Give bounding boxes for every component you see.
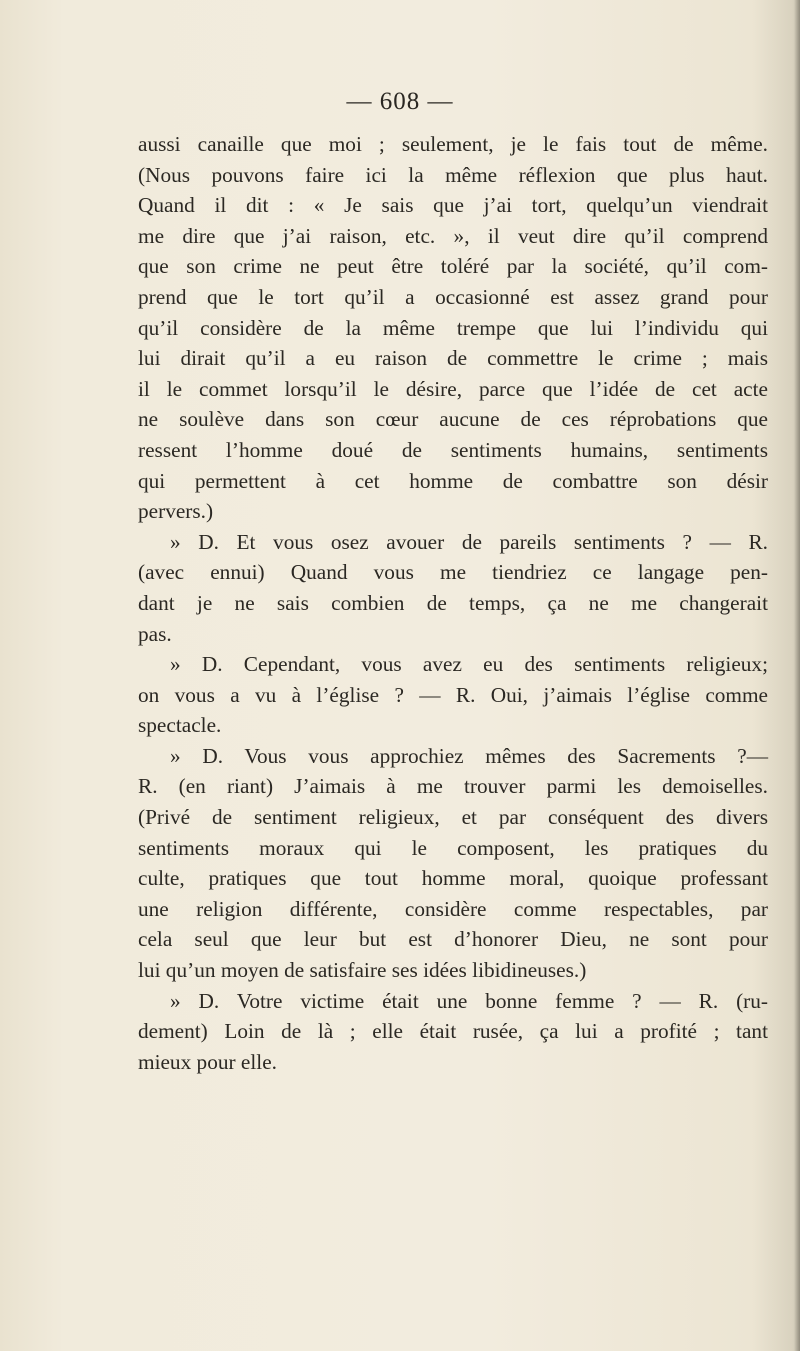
text-line: lui qu’un moyen de satisfaire ses idées libidineuses.) (138, 958, 587, 983)
text-line: R. (en riant) J’aimais à me trouver parmi les demoiselles. (138, 774, 768, 799)
text-line: pervers.) (138, 499, 214, 524)
text-line: me dire que j’ai raison, etc. », il veut dire qu’il comprend (138, 223, 768, 248)
body-text (138, 129, 768, 1077)
text-line: que son crime ne peut être toléré par la société, qu’il com- (138, 254, 768, 279)
text-line: » D. Cependant, vous avez eu des sentiments religieux; (170, 652, 768, 677)
text-line: qui permettent à cet homme de combattre son désir (138, 468, 768, 493)
text-line: on vous a vu à l’église ? — R. Oui, j’aimais l’église comme (138, 682, 768, 707)
text-line: » D. Et vous osez avouer de pareils sentiments ? — R. (170, 529, 768, 554)
text-line: spectacle. (138, 713, 222, 738)
text-line: qu’il considère de la même trempe que lui l’individu qui (138, 315, 768, 340)
text-line: il le commet lorsqu’il le désire, parce que l’idée de cet acte (138, 376, 768, 401)
text-line: une religion différente, considère comme respectables, par (138, 896, 768, 921)
page-edge-shadow (794, 0, 800, 1351)
text-line: mieux pour elle. (138, 1049, 277, 1074)
text-line: (avec ennui) Quand vous me tiendriez ce langage pen- (138, 560, 768, 585)
text-line: sentiments moraux qui le composent, les pratiques du (138, 835, 768, 860)
text-line: lui dirait qu’il a eu raison de commettre le crime ; mais (138, 346, 768, 371)
text-line: ne soulève dans son cœur aucune de ces réprobations que (138, 407, 768, 432)
text-line: » D. Votre victime était une bonne femme ? — R. (ru- (170, 988, 768, 1013)
text-line: cela seul que leur but est d’honorer Dieu, ne sont pour (138, 927, 768, 952)
text-line: » D. Vous vous approchiez mêmes des Sacrements ?— (170, 743, 768, 768)
text-line: (Nous pouvons faire ici la même réflexion que plus haut. (138, 162, 768, 187)
text-line: dant je ne sais combien de temps, ça ne me changerait (138, 590, 768, 615)
text-line: ressent l’homme doué de sentiments humains, sentiments (138, 437, 768, 462)
text-line: dement) Loin de là ; elle était rusée, ça lui a profité ; tant (138, 1019, 768, 1044)
text-line: prend que le tort qu’il a occasionné est assez grand pour (138, 284, 768, 309)
page-number-header: — 608 — (346, 88, 454, 115)
text-line: Quand il dit : « Je sais que j’ai tort, quelqu’un viendrait (138, 193, 768, 218)
text-line: aussi canaille que moi ; seulement, je le fais tout de même. (138, 132, 768, 156)
text-line: culte, pratiques que tout homme moral, quoique professant (138, 866, 768, 891)
text-line: pas. (138, 621, 172, 646)
text-line: (Privé de sentiment religieux, et par conséquent des divers (138, 805, 768, 830)
